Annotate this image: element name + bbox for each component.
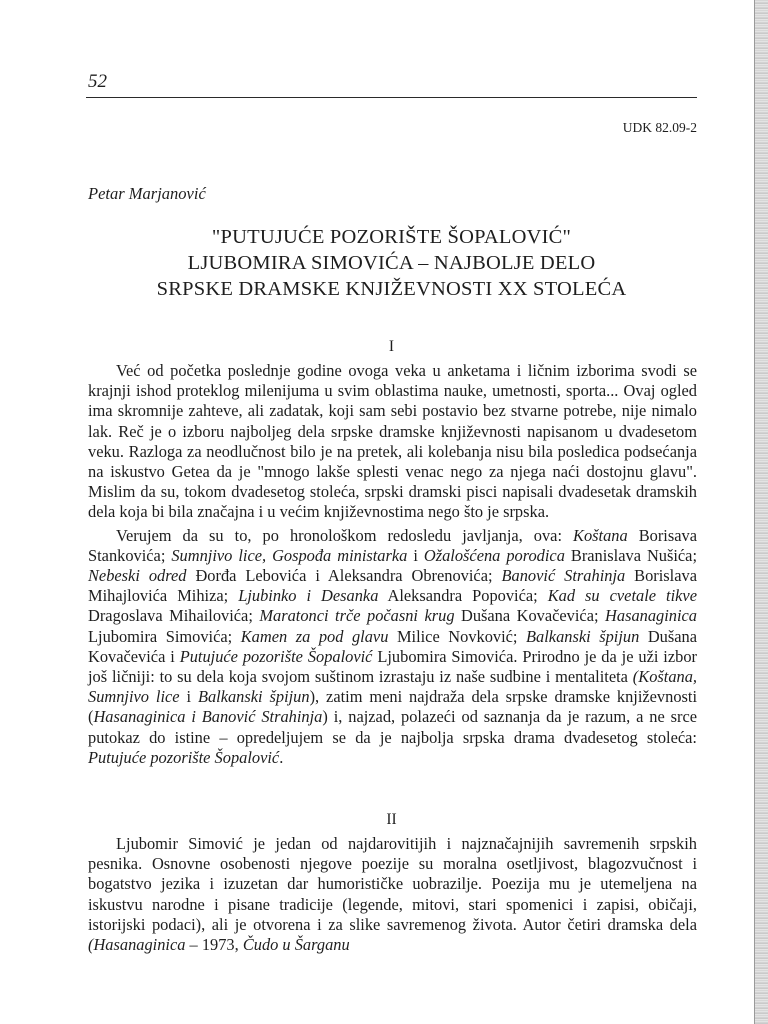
scan-edge bbox=[754, 0, 768, 1024]
scan-edge-line bbox=[754, 0, 755, 1024]
italic-title-text: Nebeski odred bbox=[88, 566, 187, 586]
text-run: Dragoslava Mihailovića; bbox=[88, 606, 260, 626]
text-run: – 1973, bbox=[185, 935, 243, 955]
title-line-1: "PUTUJUĆE POZORIŠTE ŠOPALOVIĆ" bbox=[211, 226, 572, 248]
text-run: i bbox=[407, 545, 424, 565]
italic-title-text: Putujuće pozorište Šopalović bbox=[179, 646, 373, 666]
text-run: Ljubomir Simović je jedan od najdarovitijih i najznačajnijih savremenih srpskih pesnika. Osnovne osobenosti njegove poezije su moralna osetljivost, blagozvučnost i bogatstvo jezika i izuzetan dar humorističke uobrazilje. Poezija mu je utemeljena na iskustvu narodne i pisane tradicije (legende, mitovi, stari spomenici i zapisi, običaji, istorijski podaci), ali je otvorena i za slike savremenog života. Autor četiri dramska dela bbox=[88, 834, 697, 934]
author-name: Petar Marjanović bbox=[88, 184, 206, 203]
text-run: Milice Novković; bbox=[388, 626, 527, 646]
title-line-2: LJUBOMIRA SIMOVIĆA – NAJBOLJE DELO bbox=[187, 252, 596, 274]
text-run: i bbox=[179, 687, 198, 707]
text-run: Borisava Stankovića; bbox=[88, 525, 697, 565]
italic-title-text: Ljubinko i Desanka bbox=[238, 586, 379, 606]
header-rule bbox=[86, 97, 697, 98]
italic-title-text: Ožalošćena porodica bbox=[423, 545, 565, 565]
text-run: Đorđa Lebovića i Aleksandra Obrenovića; bbox=[186, 566, 502, 586]
text-run: Ljubomira Simovića; bbox=[88, 626, 241, 646]
text-run: Branislava Nušića; bbox=[564, 545, 698, 565]
italic-title-text: Čudo u Šarganu bbox=[242, 935, 350, 955]
section-heading-2: II bbox=[386, 811, 397, 828]
section-heading-1: I bbox=[388, 338, 395, 355]
italic-title-text: Sumnjivo lice, Gospođa ministarka bbox=[171, 545, 408, 565]
section-1-text bbox=[88, 361, 697, 768]
italic-title-text: Putujuće pozorište Šopalović bbox=[88, 747, 280, 767]
italic-title-text: Maratonci trče počasni krug bbox=[259, 606, 455, 626]
udk-code: UDK 82.09-2 bbox=[622, 120, 697, 135]
text-run: . bbox=[279, 747, 284, 767]
article-title bbox=[86, 224, 697, 302]
text-run: Verujem da su to, po hronološkom redosledu javljanja, ova: bbox=[116, 525, 574, 545]
italic-title-text: (Koštana, Sumnjivo lice bbox=[88, 667, 697, 707]
text-run: Dušana Kovačevića; bbox=[454, 606, 606, 626]
paragraph: Već od početka poslednje godine ovoga veka u anketama i ličnim izborima svodi se krajnji ishod proteklog milenijuma u svim oblastima nauke, umetnosti, sporta... Ovaj ogled ima skromnije zahteve, ali zadatak, koji sam sebi postavio bez stvarne potrebe, nije nimalo lak. Reč je o izboru najboljeg dela srpske dramske književnosti napisanom u dvadesetom veku. Razloga za neodlučnost bilo je na pretek, ali kolebanja nisu bila posledica podsećanja na iskustvo Getea da je "mnogo lakše splesti venac nego za njega naći dostojnu glavu". Mislim da su, tokom dvadesetog stoleća, srpski dramski pisci napisali dvadesetak dramskih dela koja bi bila značajna i u većim književnostima nego što je srpska. bbox=[88, 361, 697, 522]
italic-title-text: Balkanski špijun bbox=[197, 687, 310, 707]
text-run: Ljubomira Simovića. Prirodno je da je uži izbor još ličniji: to su dela koja svojom suštinom izrastaju iz naše sudbine i mentaliteta bbox=[88, 646, 697, 687]
italic-title-text: Hasanaginica bbox=[605, 606, 697, 626]
paragraph bbox=[88, 526, 697, 768]
text-run: Aleksandra Popovića; bbox=[378, 586, 548, 606]
page-number: 52 bbox=[88, 71, 107, 92]
italic-title-text: (Hasanaginica bbox=[88, 935, 186, 955]
text-run: ) i, najzad, polazeći od saznanja da je razum, a ne srce putokaz do istine – opredeljujem se da je najbolja srpska drama dvadesetog stoleća: bbox=[88, 707, 697, 747]
text-run: Dušana Kovačevića i bbox=[88, 626, 697, 666]
text-run: Borislava Mihajlovića Mihiza; bbox=[88, 566, 697, 606]
title-line-3: SRPSKE DRAMSKE KNJIŽEVNOSTI XX STOLEĆA bbox=[156, 278, 627, 300]
italic-title-text: Hasanaginica i Banović Strahinja bbox=[93, 707, 323, 727]
italic-title-text: Balkanski špijun bbox=[526, 626, 640, 646]
italic-title-text: Banović Strahinja bbox=[501, 566, 626, 586]
italic-title-text: Kad su cvetale tikve bbox=[547, 586, 697, 606]
paragraph bbox=[88, 834, 697, 955]
italic-title-text: Kamen za pod glavu bbox=[240, 626, 389, 646]
text-run: ), zatim meni najdraža dela srpske dramske književnosti ( bbox=[88, 687, 698, 727]
section-2-text bbox=[88, 834, 697, 955]
italic-title-text: Koštana bbox=[573, 525, 628, 545]
